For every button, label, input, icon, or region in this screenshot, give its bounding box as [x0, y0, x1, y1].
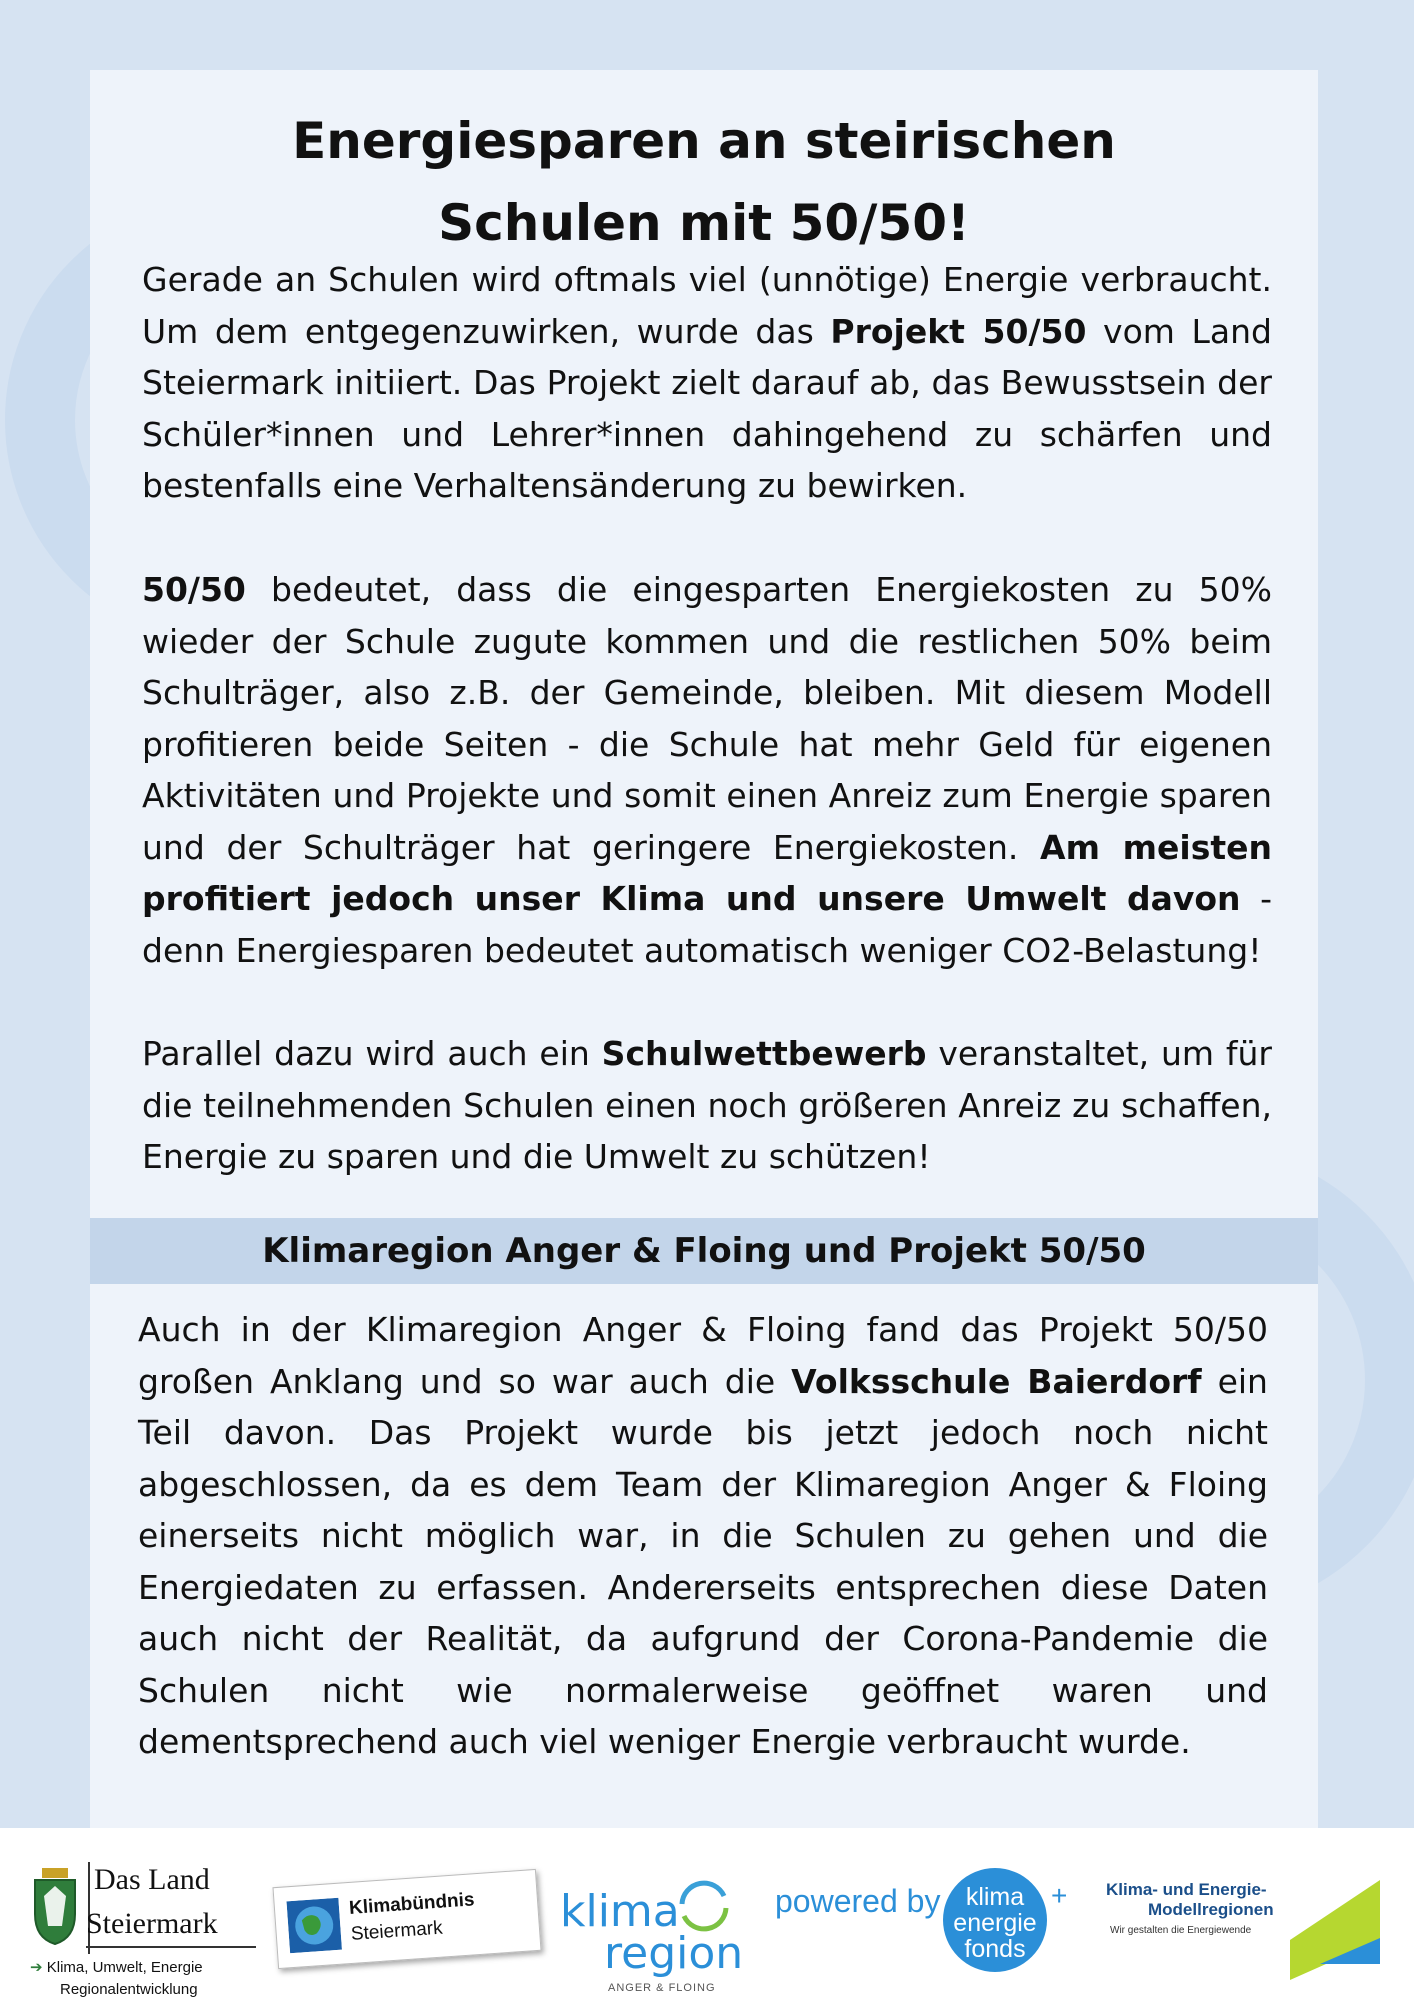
klimaregion-logo: klima region ANGER & FLOING: [560, 1874, 760, 2000]
competition-paragraph: Parallel dazu wird auch ein Schulwettbewerb veranstaltet, um für die teilnehmenden Schulen einen noch größeren Anreiz zu schaffen, Energie zu sparen und die Umwelt zu schützen!: [142, 1034, 1272, 1176]
region-paragraph: Auch in der Klimaregion Anger & Floing fand das Projekt 50/50 großen Anklang und so war auch die Volksschule Baierdorf ein Teil davon. Das Projekt wurde bis jetzt jedoch noch nicht abgeschlossen, da es dem Team der Klimaregion Anger & Floing einerseits nicht möglich war, in die Schulen zu gehen und die Energiedaten zu erfassen. Andererseits entsprechen diese Daten auch nicht der Realität, da aufgrund der Corona-Pandemie die Schulen nicht wie normalerweise geöffnet waren und dementsprechend auch viel weniger Energie verbraucht wurde.: [138, 1310, 1268, 1761]
kem-logo: Klima- und Energie- Modellregionen Wir gestalten die Energiewende: [1100, 1880, 1370, 1992]
coat-of-arms-icon: [30, 1866, 80, 1946]
intro-paragraph: Gerade an Schulen wird oftmals viel (unnötige) Energie verbraucht. Um dem entgegenzuwirken, wurde das Projekt 50/50 vom Land Steiermark initiiert. Das Projekt zielt darauf ab, das Bewusstsein der Schüler*innen und Lehrer*innen dahingehend zu schärfen und bestenfalls eine Verhaltensänderung zu bewirken.: [142, 260, 1272, 505]
arrow-icon: ➔: [30, 1959, 43, 1976]
klima-energie-fonds-logo: powered by klima energie fonds +: [775, 1868, 1075, 1988]
section-heading: Klimaregion Anger & Floing und Projekt 50/50: [90, 1218, 1318, 1284]
article-card: [90, 70, 1318, 1828]
land-steiermark-logo: Das Land Steiermark ➔ Klima, Umwelt, Energie Regionalentwicklung: [30, 1862, 260, 1997]
globe-icon: [286, 1898, 342, 1954]
meaning-paragraph: 50/50 bedeutet, dass die eingesparten Energiekosten zu 50% wieder der Schule zugute kommen und die restlichen 50% beim Schulträger, also z.B. der Gemeinde, bleiben. Mit diesem Modell profitieren beide Seiten - die Schule hat mehr Geld für eigenen Aktivitäten und Projekte und somit einen Anreiz zum Energie sparen und der Schulträger hat geringere Energiekosten. Am meisten profitiert jedoch unser Klima und unsere Umwelt davon - denn Energiesparen bedeutet automatisch weniger CO2-Belastung!: [142, 570, 1272, 970]
kem-shape-icon: [1290, 1880, 1380, 1992]
klimabuendnis-logo: Klimabündnis Steiermark: [272, 1869, 541, 1969]
page-title: Energiesparen an steirischen Schulen mit 50/50!: [292, 112, 1116, 252]
footer-logos: [0, 1828, 1414, 2000]
fonds-circle: klima energie fonds: [943, 1868, 1047, 1972]
